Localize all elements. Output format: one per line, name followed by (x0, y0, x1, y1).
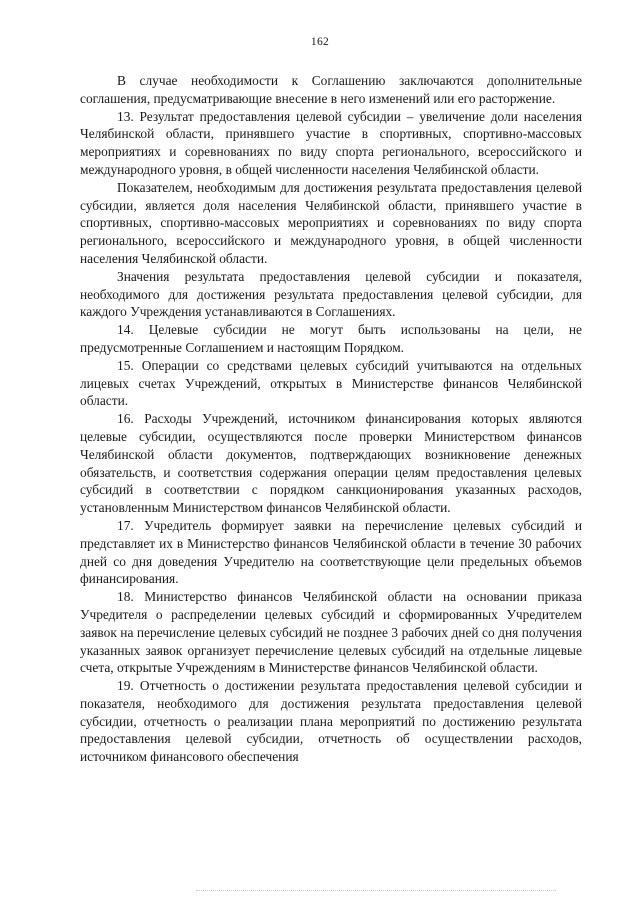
paragraph-additional-agreements: В случае необходимости к Соглашению заключаются дополнительные соглашения, предусматривающие внесение в него изменений или его расторжение. (80, 73, 582, 106)
paragraph-15-accounts: 15. Операции со средствами целевых субсидий учитываются на отдельных лицевых счетах Учреждений, открытых в Министерстве финансов Челябинской области. (80, 357, 582, 409)
paragraph-13-subsidy-result: 13. Результат предоставления целевой субсидии – увеличение доли населения Челябинской области, принявшего участие в спортивных, спортивно-массовых мероприятиях и соревнованиях по виду спорта регионального, всероссийского и международного уровня, в общей численности населения Челябинской области. (80, 108, 582, 177)
paragraph-18-transfers: 18. Министерство финансов Челябинской области на основании приказа Учредителя о распределении целевых субсидий и сформированных Учредителем заявок на перечисление целевых субсидий не позднее 3 рабочих дней со дня получения указанных заявок организует перечисление целевых субсидий на отдельные лицевые счета, открытые Учреждениям в Министерстве финансов Челябинской области. (80, 589, 582, 676)
paragraph-19-reporting: 19. Отчетность о достижении результата предоставления целевой субсидии и показателя, необходимого для достижения результата предоставления целевой субсидии, отчетность о реализации плана мероприятий по достижению результата предоставления целевой субсидии, отчетность об осуществлении расходов, источником финансового обеспечения (80, 678, 582, 765)
footer-scan-line (196, 890, 556, 891)
paragraph-result-values: Значения результата предоставления целевой субсидии и показателя, необходимого для достижения результата предоставления целевой субсидии, для каждого Учреждения устанавливаются в Соглашениях. (80, 268, 582, 320)
paragraph-14-usage-restriction: 14. Целевые субсидии не могут быть использованы на цели, не предусмотренные Соглашением и настоящим Порядком. (80, 322, 582, 355)
document-body (80, 72, 582, 766)
paragraph-16-expenses: 16. Расходы Учреждений, источником финансирования которых являются целевые субсидии, осуществляются после проверки Министерством финансов Челябинской области документов, подтверждающих возникновение денежных обязательств, и соответствия содержания операции целям предоставления целевых субсидий в соответствии с порядком санкционирования указанных расходов, установленным Министерством финансов Челябинской области. (80, 411, 582, 516)
paragraph-17-requests: 17. Учредитель формирует заявки на перечисление целевых субсидий и представляет их в Министерство финансов Челябинской области в течение 30 рабочих дней со дня доведения Учредителю на соответствующие цели предельных объемов финансирования. (80, 517, 582, 587)
paragraph-indicator: Показателем, необходимым для достижения результата предоставления целевой субсидии, является доля населения Челябинской области, принявшего участие в спортивных, спортивно-массовых мероприятиях и соревнованиях по виду спорта регионального, всероссийского и международного уровня, в общей численности населения Челябинской области. (80, 179, 582, 266)
page-number: 162 (310, 36, 330, 48)
